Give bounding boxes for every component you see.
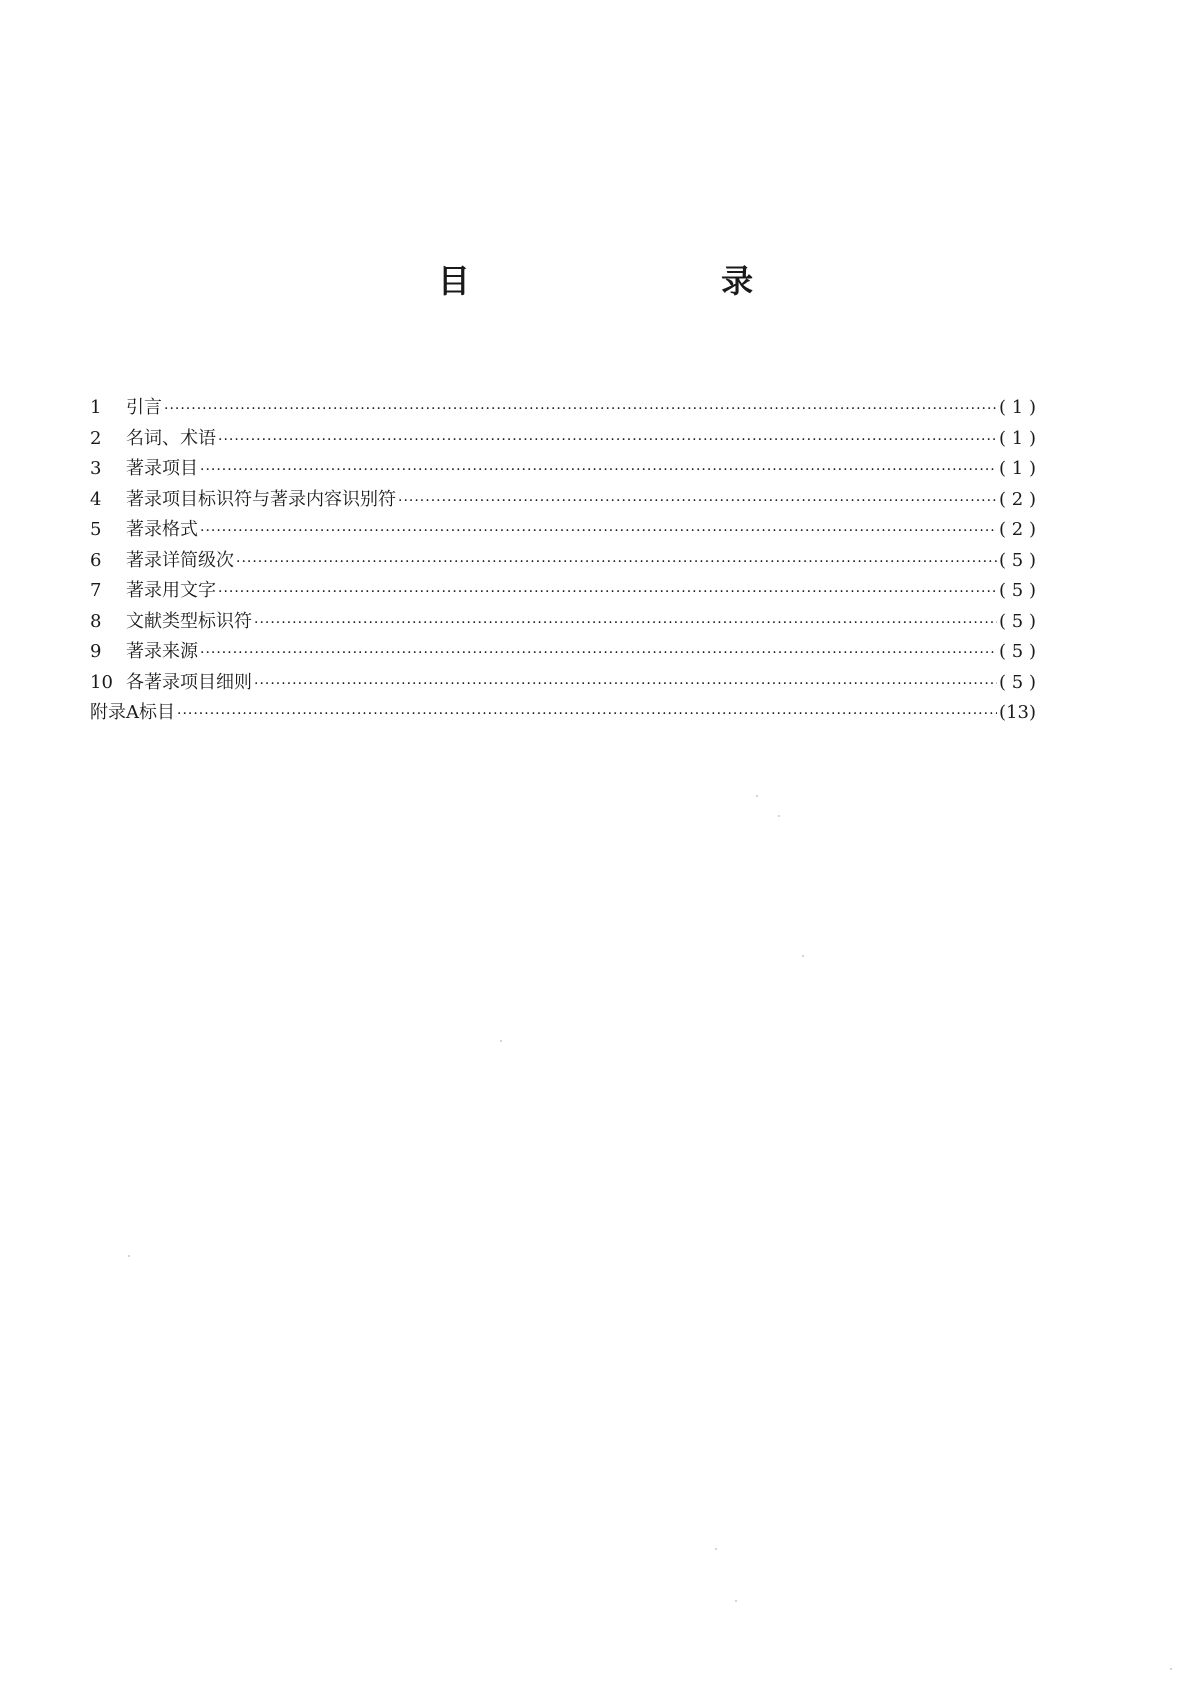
toc-entry — [90, 576, 1036, 607]
toc-entry — [90, 607, 1036, 638]
toc-entry-page: (13) — [999, 702, 1036, 723]
toc-entry — [90, 393, 1036, 424]
toc-entry-page: ( 5 ) — [999, 549, 1036, 571]
page-title: 目 录 — [437, 262, 874, 301]
scan-speck — [778, 815, 780, 817]
toc-entry — [90, 698, 1036, 729]
toc-entry-number: 1 — [90, 397, 102, 418]
scan-speck — [756, 795, 758, 797]
toc-entry-number: 4 — [90, 488, 102, 510]
toc-dot-leader — [218, 425, 997, 455]
toc-dot-leader — [164, 394, 997, 424]
toc-entry-page: ( 2 ) — [999, 488, 1036, 510]
toc-entry — [90, 424, 1036, 455]
toc-entry-page: ( 5 ) — [999, 610, 1036, 632]
toc-entry-label: 名词、术语 — [126, 427, 216, 449]
toc-entry-number: 5 — [90, 519, 102, 540]
toc-entry — [90, 454, 1036, 485]
toc-entry-page: ( 5 ) — [999, 641, 1036, 662]
toc-entry-number: 7 — [90, 580, 102, 601]
toc-entry-label: 标目 — [139, 702, 175, 723]
toc-entry-number: 9 — [90, 641, 102, 662]
toc-entry-page: ( 5 ) — [999, 671, 1036, 693]
toc-entry-page: ( 5 ) — [999, 580, 1036, 601]
table-of-contents — [90, 393, 1036, 729]
toc-entry-label: 文献类型标识符 — [126, 610, 252, 632]
toc-entry-page: ( 1 ) — [999, 397, 1036, 418]
scan-speck — [715, 1548, 717, 1550]
toc-entry-page: ( 2 ) — [999, 519, 1036, 540]
toc-entry-label: 各著录项目细则 — [126, 671, 252, 693]
toc-entry-label: 著录项目 — [126, 458, 198, 479]
toc-dot-leader — [200, 516, 997, 546]
toc-dot-leader — [254, 669, 997, 699]
toc-entry-page: ( 1 ) — [999, 427, 1036, 449]
scan-speck — [802, 955, 804, 957]
toc-entry-number: 10 — [90, 671, 113, 693]
toc-dot-leader — [254, 608, 997, 638]
toc-entry — [90, 515, 1036, 546]
toc-entry-label: 著录项目标识符与著录内容识别符 — [126, 488, 396, 510]
toc-entry — [90, 637, 1036, 668]
toc-entry-label: 著录来源 — [126, 641, 198, 662]
toc-entry-label: 著录格式 — [126, 519, 198, 540]
toc-entry-label: 著录用文字 — [126, 580, 216, 601]
toc-dot-leader — [218, 577, 997, 607]
scan-speck — [1170, 1668, 1172, 1670]
toc-entry — [90, 485, 1036, 516]
toc-entry-number: 2 — [90, 427, 102, 449]
toc-dot-leader — [177, 699, 997, 729]
toc-dot-leader — [398, 486, 997, 516]
scan-speck — [500, 1040, 502, 1042]
toc-entry-number: 8 — [90, 610, 102, 632]
toc-entry-number: 3 — [90, 458, 102, 479]
toc-entry-label: 引言 — [126, 397, 162, 418]
toc-entry-label: 著录详简级次 — [126, 549, 234, 571]
toc-entry-number: 6 — [90, 549, 102, 571]
toc-dot-leader — [200, 638, 997, 668]
scan-speck — [128, 1255, 130, 1257]
toc-entry-page: ( 1 ) — [999, 458, 1036, 479]
toc-dot-leader — [236, 547, 997, 577]
toc-entry — [90, 668, 1036, 699]
scan-speck — [735, 1600, 737, 1602]
toc-dot-leader — [200, 455, 997, 485]
toc-entry — [90, 546, 1036, 577]
toc-entry-number: 附录A — [90, 702, 139, 723]
